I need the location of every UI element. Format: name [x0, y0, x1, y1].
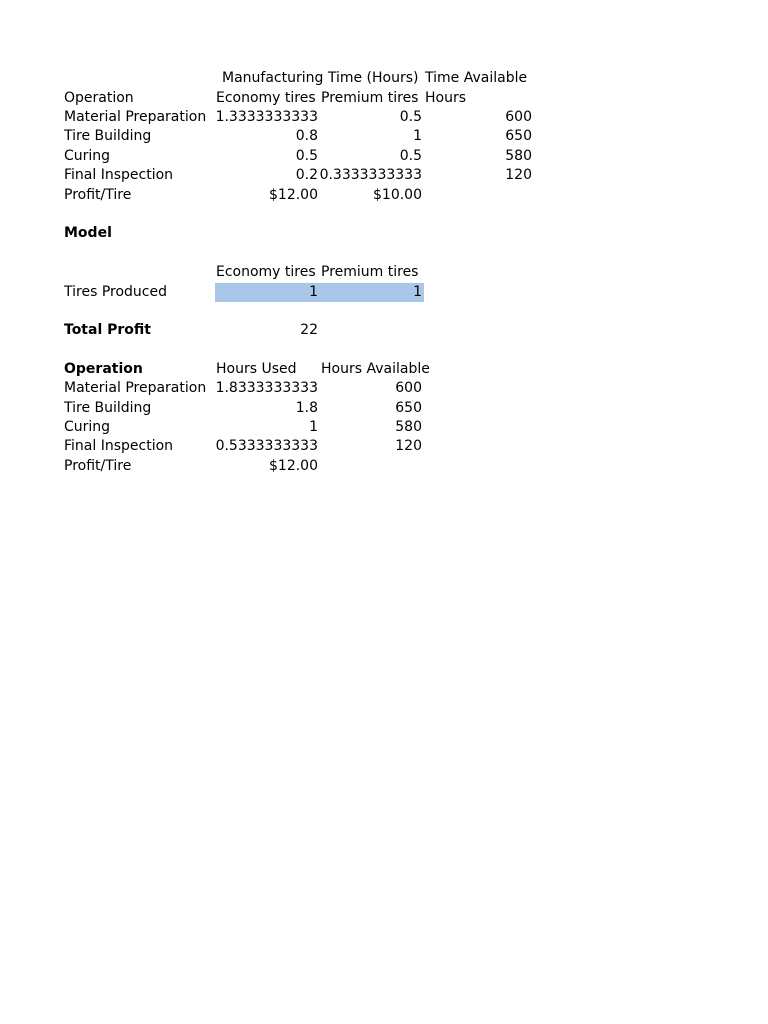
cell-hours-tire-building: 650 [505, 128, 532, 144]
decision-cells-highlight [215, 283, 424, 302]
row-label-final-inspection: Final Inspection [64, 167, 174, 183]
total-profit-label: Total Profit [64, 322, 151, 338]
row-label-tire-building: Tire Building [64, 128, 152, 144]
usage-used-curing: 1 [309, 419, 318, 435]
usage-label-final-inspection: Final Inspection [64, 438, 174, 454]
cell-premium-curing: 0.5 [399, 148, 422, 164]
usage-available-curing: 580 [395, 419, 422, 435]
usage-available-tire-building: 650 [395, 400, 422, 416]
cell-hours-final-inspection: 120 [505, 167, 532, 183]
usage-label-tire-building: Tire Building [64, 400, 152, 416]
cell-premium-material-preparation: 0.5 [399, 109, 422, 125]
row-label-material-preparation: Material Preparation [64, 109, 207, 125]
total-profit-value: 22 [300, 322, 318, 338]
economy-tires-header: Economy tires [216, 90, 316, 106]
cell-hours-curing: 580 [505, 148, 532, 164]
usage-available-material-preparation: 600 [395, 380, 422, 396]
premium-tires-header: Premium tires [321, 90, 419, 106]
row-label-curing: Curing [64, 148, 111, 164]
model-premium-header: Premium tires [321, 264, 419, 280]
cell-premium-final-inspection: 0.3333333333 [319, 167, 422, 183]
hours-header: Hours [425, 90, 467, 106]
operation-header: Operation [64, 90, 134, 106]
model-title: Model [64, 225, 112, 241]
hours-available-header: Hours Available [321, 361, 430, 377]
cell-economy-material-preparation: 1.3333333333 [215, 109, 318, 125]
hours-used-header: Hours Used [216, 361, 297, 377]
row-label-profit-tire: Profit/Tire [64, 187, 132, 203]
cell-economy-final-inspection: 0.2 [295, 167, 318, 183]
usage-used-final-inspection: 0.5333333333 [215, 438, 318, 454]
time-available-header: Time Available [425, 70, 528, 86]
economy-tires-produced-cell[interactable]: 1 [309, 284, 318, 300]
cell-economy-tire-building: 0.8 [295, 128, 318, 144]
usage-used-material-preparation: 1.8333333333 [215, 380, 318, 396]
tires-produced-label: Tires Produced [64, 284, 167, 300]
usage-label-curing: Curing [64, 419, 111, 435]
cell-premium-tire-building: 1 [413, 128, 422, 144]
usage-label-profit-tire: Profit/Tire [64, 458, 132, 474]
cell-economy-profit-tire: $12.00 [269, 187, 318, 203]
usage-available-final-inspection: 120 [395, 438, 422, 454]
cell-premium-profit-tire: $10.00 [373, 187, 422, 203]
premium-tires-produced-cell[interactable]: 1 [413, 284, 422, 300]
cell-economy-curing: 0.5 [295, 148, 318, 164]
usage-label-material-preparation: Material Preparation [64, 380, 207, 396]
model-economy-header: Economy tires [216, 264, 316, 280]
cell-hours-material-preparation: 600 [505, 109, 532, 125]
manufacturing-time-header: Manufacturing Time (Hours) [222, 70, 419, 86]
usage-used-profit-tire: $12.00 [269, 458, 318, 474]
usage-operation-header: Operation [64, 361, 143, 377]
usage-used-tire-building: 1.8 [295, 400, 318, 416]
